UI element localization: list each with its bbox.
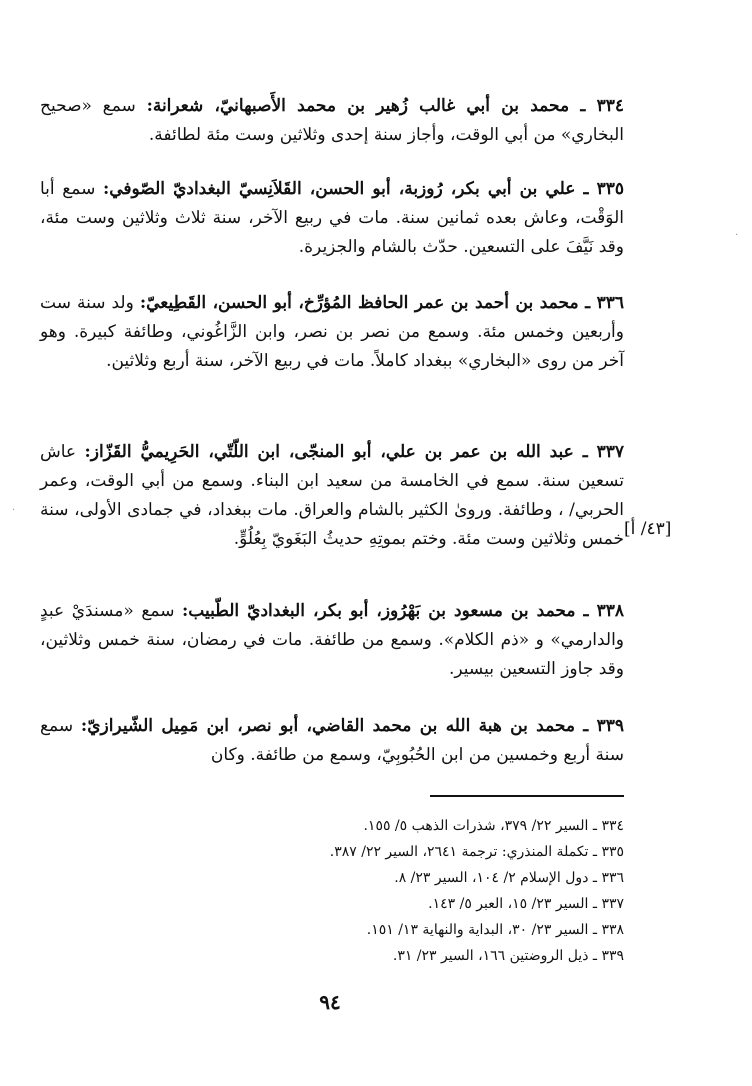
entry-text: سمع سنة أربع وخمسين من ابن الحُبُوبِيّ، وسمع من طائفة. وكان: [40, 716, 624, 765]
entry-335: [40, 175, 624, 262]
entry-heading: ٣٣٩ ـ محمد بن هبة الله بن محمد القاضي، أبو نصر، ابن مَمِيل الشّيرازيّ:: [80, 716, 624, 736]
entry-heading: ٣٣٨ ـ محمد بن مسعود بن بَهْرُوز، أبو بكر، البغداديّ الطّبيب:: [182, 601, 625, 621]
footnote-line: ٣٣٥ ـ تكملة المنذري: ترجمة ٢٦٤١، السير ٢٢/ ٣٨٧.: [329, 844, 624, 860]
page-number: ٩٤: [319, 990, 341, 1014]
footnotes: [150, 813, 624, 969]
footnote-line: ٣٣٤ ـ السير ٢٢/ ٣٧٩، شذرات الذهب ٥/ ١٥٥.: [363, 818, 624, 834]
footnote-divider: [430, 795, 624, 797]
footnote-line: ٣٣٩ ـ ذيل الروضتين ١٦٦، السير ٢٣/ ٣١.: [392, 948, 624, 964]
entry-text: سمع «صحيح البخاري» من أبي الوقت، وأجاز سنة إحدى وثلاثين وست مئة لطائفة.: [40, 96, 624, 145]
entry-text: عاش تسعين سنة. سمع في الخامسة من سعيد ابن البناء. وسمع من أبي الوقت، وعمر الحربي/ ، وطائفة. وروىٰ الكثير بالشام والعراق. مات ببغداد، في جمادى الأولى، سنة خمس وثلاثين وست مئة. وختم بموتِهِ حديثُ البَغَويّ بِعُلُوٍّ.: [40, 442, 624, 549]
entry-334: [40, 92, 624, 150]
footnote-line: ٣٣٦ ـ دول الإسلام ٢/ ١٠٤، السير ٢٣/ ٨.: [394, 870, 624, 886]
margin-dot: ·: [735, 230, 739, 241]
entry-text: ولد سنة ست وأربعين وخمس مئة. وسمع من نصر بن نصر، وابن الزَّاغُوني، وطائفة كبيرة. وهو آخر من روى «البخاري» ببغداد كاملاً. مات في ربيع الآخر، سنة أربع وثلاثين.: [40, 293, 624, 371]
entry-text: سمع «مسندَيْ عبدٍ والدارمي» و «ذم الكلام». وسمع من طائفة. مات في رمضان، سنة خمس وثلاثين، وقد جاوز التسعين بيسير.: [40, 601, 624, 679]
margin-dot: ·: [12, 505, 16, 516]
entry-337: [40, 438, 624, 554]
entry-heading: ٣٣٧ ـ عبد الله بن عمر بن علي، أبو المنجّى، ابن اللّتّي، الحَرِيميُّ القَزّاز:: [84, 442, 625, 462]
entry-338: [40, 597, 624, 684]
entry-heading: ٣٣٥ ـ علي بن أبي بكر، رُوزبة، أبو الحسن، القَلاَنِسيّ البغداديّ الصّوفي:: [102, 179, 624, 199]
entry-heading: ٣٣٤ ـ محمد بن أبي غالب زُهير بن محمد الأَصبهانيّ، شعرانة:: [146, 96, 625, 116]
entry-339: [40, 712, 624, 770]
entry-336: [40, 289, 624, 376]
entry-text: سمع أبا الوَقْت، وعاش بعده ثمانين سنة. مات في ربيع الآخر، سنة ثلاث وثلاثين وست مئة، وقد نَيَّفَ على التسعين. حدّث بالشام والجزيرة.: [40, 179, 624, 257]
folio-margin-note: [٤٣/ أ]: [624, 519, 672, 539]
footnote-line: ٣٣٧ ـ السير ٢٣/ ١٥، العبر ٥/ ١٤٣.: [428, 896, 624, 912]
footnote-line: ٣٣٨ ـ السير ٢٣/ ٣٠، البداية والنهاية ١٣/ ١٥١.: [366, 922, 624, 938]
entry-heading: ٣٣٦ ـ محمد بن أحمد بن عمر الحافظ المُؤرِّخ، أبو الحسن، القَطِيعيّ:: [139, 293, 625, 313]
